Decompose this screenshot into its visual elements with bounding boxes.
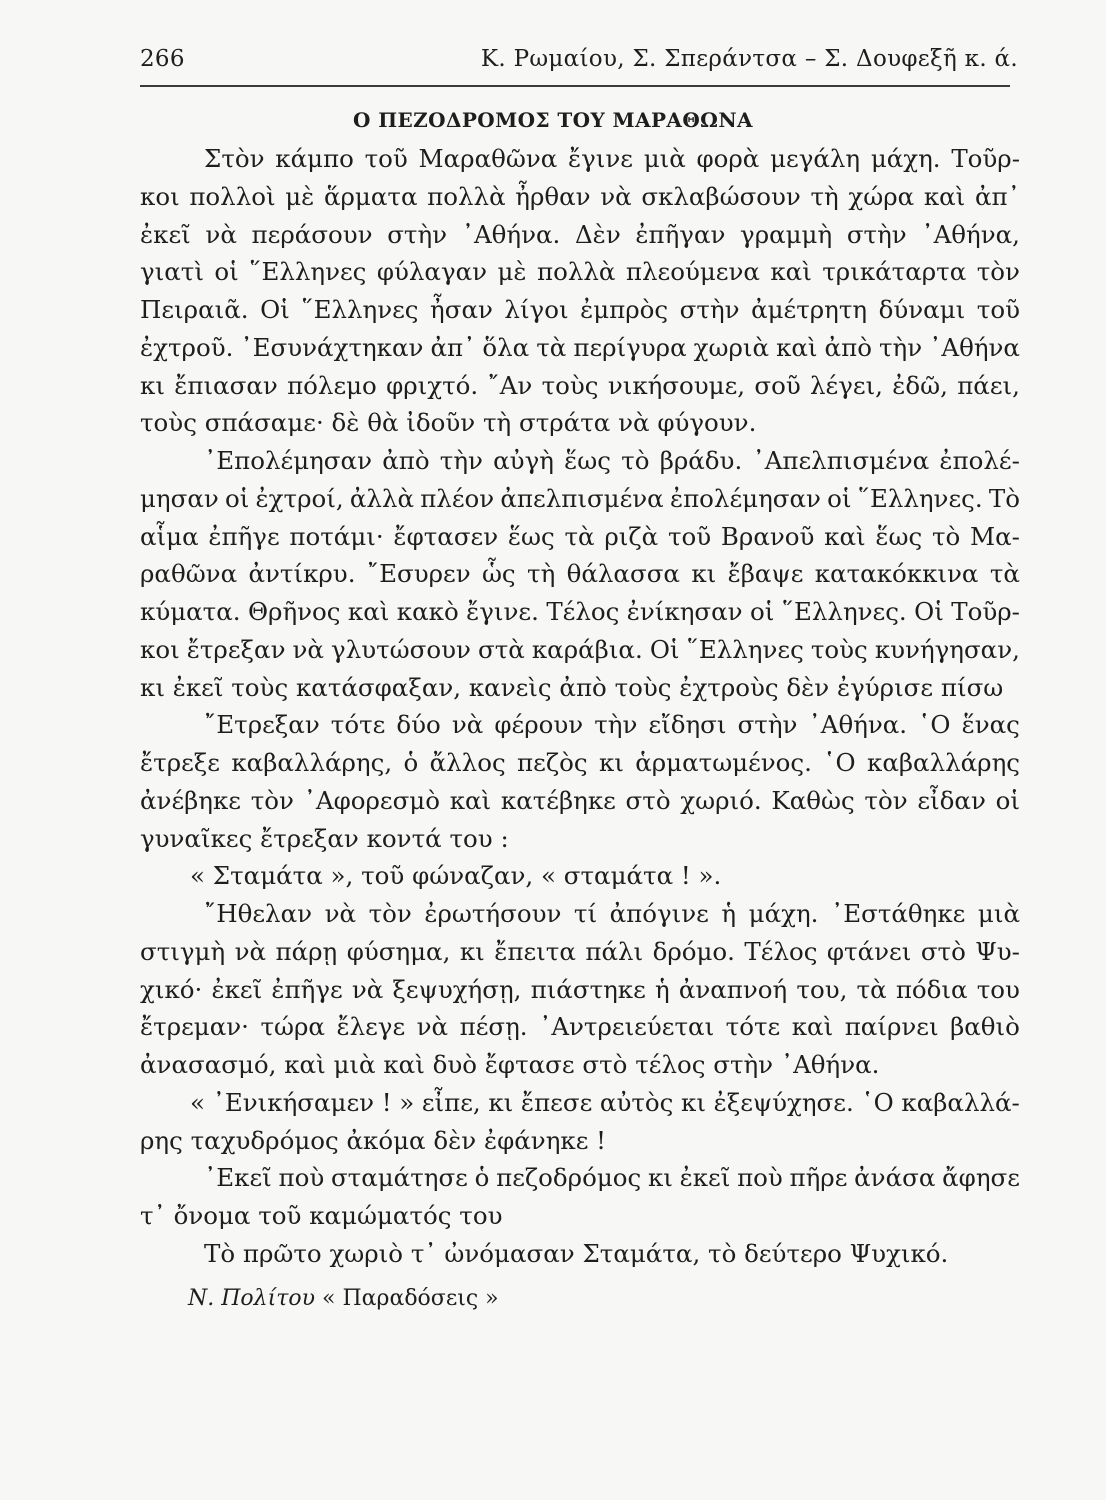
page-number: 266	[140, 46, 185, 72]
text-line: ἀνέβηκε τὸν ᾽Αφορεσμὸ καὶ κατέβηκε στὸ χωριό. Καθὼς τὸν εἶδαν οἱ	[140, 785, 1020, 815]
source-author: Ν. Πολίτου	[188, 1286, 316, 1311]
text-line: μησαν οἱ ἐχτροί, ἀλλὰ πλέον ἀπελπισμένα ἐπολέμησαν οἱ ῞Ελληνες. Τὸ	[140, 483, 1020, 513]
text-line: ἀνασασμό, καὶ μιὰ καὶ δυὸ ἔφτασε στὸ τέλος στὴν ᾽Αθήνα.	[140, 1050, 880, 1079]
text-line: ῎Ετρεξαν τότε δύο νὰ φέρουν τὴν εἴδησι στὴν ᾽Αθήνα. ῾Ο ἕνας	[204, 710, 1020, 740]
text-line: Πειραιᾶ. Οἱ ῞Ελληνες ἦσαν λίγοι ἐμπρὸς στὴν ἀμέτρητη δύναμι τοῦ	[140, 295, 1020, 324]
text-line: ρης ταχυδρόμος ἀκόμα δὲν ἐφάνηκε !	[140, 1125, 607, 1155]
source-work: « Παραδόσεις »	[322, 1286, 499, 1311]
text-line: χικό· ἐκεῖ ἐπῆγε νὰ ξεψυχήσῃ, πιάστηκε ἡ ἀναπνοή του, τὰ πόδια του	[140, 974, 1020, 1004]
text-line: τοὺς σπάσαμε· δὲ θὰ ἰδοῦν τὴ στράτα νὰ φύγουν.	[140, 408, 757, 438]
text-line: « ᾽Ενικήσαμεν ! » εἶπε, κι ἔπεσε αὐτὸς κι ἐξεψύχησε. ῾Ο καβαλλά-	[190, 1087, 1020, 1117]
running-head: Κ. Ρωμαίου, Σ. Σπεράντσα – Σ. Δουφεξῆ κ. ά.	[480, 46, 1018, 72]
text-line: ᾽Επολέμησαν ἀπὸ τὴν αὐγὴ ἕως τὸ βράδυ. ᾽Απελπισμένα ἐπολέ-	[204, 446, 1020, 475]
text-line: Τὸ πρῶτο χωριὸ τ᾽ ὠνόμασαν Σταμάτα, τὸ δεύτερο Ψυχικό.	[204, 1238, 949, 1268]
text-line: κοι πολλοὶ μὲ ἅρματα πολλὰ ἦρθαν νὰ σκλαβώσουν τὴ χώρα καὶ ἀπ᾽	[140, 181, 1020, 211]
text-line: ἐχτροῦ. ᾽Εσυνάχτηκαν ἀπ᾽ ὅλα τὰ περίγυρα χωριὰ καὶ ἀπὸ τὴν ᾽Αθήνα	[140, 332, 1020, 362]
text-line: αἷμα ἐπῆγε ποτάμι· ἔφτασεν ἕως τὰ ριζὰ τοῦ Βρανοῦ καὶ ἕως τὸ Μα-	[140, 521, 1020, 551]
text-line: Στὸν κάμπο τοῦ Μαραθῶνα ἔγινε μιὰ φορὰ μεγάλη μάχη. Τοῦρ-	[204, 144, 1020, 173]
text-line: ἐκεῖ νὰ περάσουν στὴν ᾽Αθήνα. Δὲν ἐπῆγαν γραμμὴ στὴν ᾽Αθήνα,	[140, 219, 1020, 249]
story-title: Ο ΠΕΖΟΔΡΟΜΟΣ ΤΟΥ ΜΑΡΑΘΩΝΑ	[353, 108, 753, 132]
text-line: κι ἐκεῖ τοὺς κατάσφαξαν, κανεὶς ἀπὸ τοὺς ἐχτροὺς δὲν ἐγύρισε πίσω	[140, 672, 1004, 702]
text-line: στιγμὴ νὰ πάρῃ φύσημα, κι ἔπειτα πάλι δρόμο. Τέλος φτάνει στὸ Ψυ-	[140, 936, 1020, 966]
text-line: ῎Ηθελαν νὰ τὸν ἐρωτήσουν τί ἀπόγινε ἡ μάχη. ᾽Εστάθηκε μιὰ	[204, 899, 1020, 928]
text-line: ᾽Εκεῖ ποὺ σταμάτησε ὁ πεζοδρόμος κι ἐκεῖ ποὺ πῆρε ἀνάσα ἄφησε	[204, 1163, 1020, 1193]
text-line: γιατὶ οἱ ῞Ελληνες φύλαγαν μὲ πολλὰ πλεούμενα καὶ τρικάταρτα τὸν	[140, 257, 1020, 287]
source-citation	[188, 1286, 499, 1311]
story-text	[140, 140, 1020, 1273]
text-line: κοι ἔτρεξαν νὰ γλυτώσουν στὰ καράβια. Οἱ ῞Ελληνες τοὺς κυνήγησαν,	[140, 634, 1020, 664]
text-line: ραθῶνα ἀντίκρυ. ῎Εσυρεν ὧς τὴ θάλασσα κι ἔβαψε κατακόκκινα τὰ	[140, 559, 1020, 589]
text-line: κύματα. Θρῆνος καὶ κακὸ ἔγινε. Τέλος ἐνίκησαν οἱ ῞Ελληνες. Οἱ Τοῦρ-	[140, 597, 1020, 626]
text-line: κι ἔπιασαν πόλεμο φριχτό. ῎Αν τοὺς νικήσουμε, σοῦ λέγει, ἐδῶ, πάει,	[140, 370, 1020, 400]
text-line: τ᾽ ὄνομα τοῦ καμώματός του	[140, 1201, 503, 1230]
page-header	[140, 38, 1018, 78]
text-line: « Σταμάτα », τοῦ φώναζαν, « σταμάτα ! ».	[190, 861, 722, 891]
text-line: γυναῖκες ἔτρεξαν κοντά του :	[140, 823, 509, 853]
header-rule	[140, 85, 1010, 87]
text-line: ἔτρεξε καβαλλάρης, ὁ ἄλλος πεζὸς κι ἁρματωμένος. ῾Ο καβαλλάρης	[140, 748, 1020, 777]
text-line: ἔτρεμαν· τώρα ἔλεγε νὰ πέσῃ. ᾽Αντρειεύεται τότε καὶ παίρνει βαθιὸ	[140, 1012, 1020, 1042]
